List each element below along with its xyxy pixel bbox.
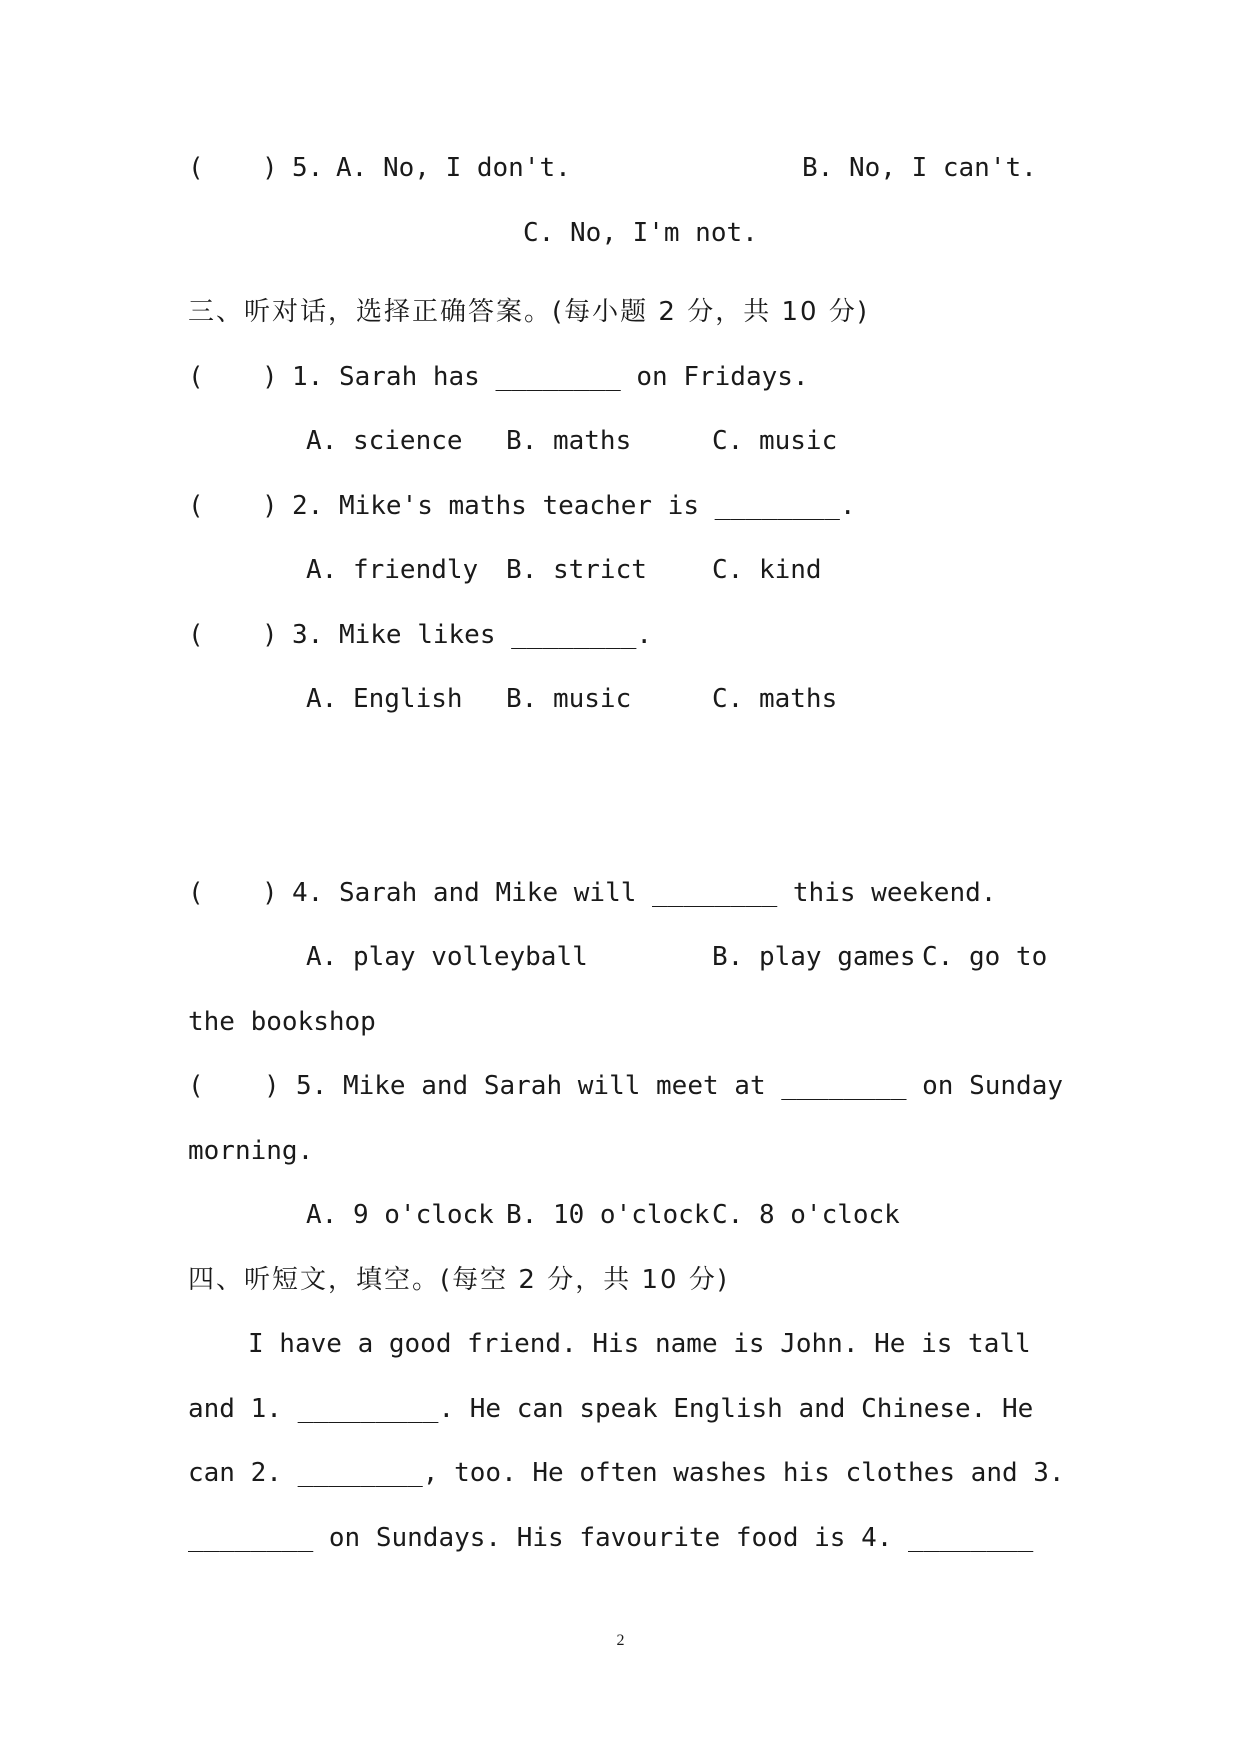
sec3-q2-option-a: A. friendly [306,555,479,585]
sec3-q2-paren: ( [188,491,204,521]
sec3-q1-paren: ( [188,362,204,392]
sec3-q2-option-b: B. strict [506,555,647,585]
sec3-q1-option-c: C. music [712,426,838,456]
sec3-q4-option-b: B. play games [712,942,916,972]
sec2-q5-num: 5. [292,153,324,183]
sec3-q5-stem-continued: morning. [188,1136,314,1166]
passage-line-2: and 1. _________. He can speak English and Chinese. He [188,1394,1034,1424]
sec2-q5-option-c: C. No, I'm not. [523,218,758,248]
sec3-q3-close: ) [262,620,278,650]
sec3-q2-stem: 2. Mike's maths teacher is ________. [292,491,856,521]
sec2-q5-paren: ( [188,153,204,183]
sec3-q3-option-c: C. maths [712,684,838,714]
sec3-q4-option-a: A. play volleyball [306,942,588,972]
sec3-q4-stem: 4. Sarah and Mike will ________ this weekend. [292,878,997,908]
sec3-q5-close: ) [264,1071,280,1101]
passage-line-3: can 2. ________, too. He often washes his clothes and 3. [188,1458,1065,1488]
sec3-q1-option-a: A. science [306,426,463,456]
sec3-q4-option-c: C. go to [922,942,1048,972]
sec3-q5-option-b: B. 10 o'clock [506,1200,710,1230]
passage-line-1: I have a good friend. His name is John. He is tall [248,1329,1031,1359]
sec3-q2-close: ) [262,491,278,521]
sec3-q3-option-b: B. music [506,684,632,714]
section-3-title: 三、听对话，选择正确答案。(每小题 2 分，共 10 分) [188,297,869,327]
sec2-q5-close: ) [262,153,278,183]
sec3-q1-stem: 1. Sarah has ________ on Fridays. [292,362,809,392]
sec2-q5-option-a: A. No, I don't. [336,153,571,183]
sec3-q3-option-a: A. English [306,684,463,714]
sec3-q4-paren: ( [188,878,204,908]
sec3-q4-close: ) [262,878,278,908]
sec3-q4-option-c-continued: the bookshop [188,1007,376,1037]
sec3-q5-option-c: C. 8 o'clock [712,1200,900,1230]
sec3-q2-option-c: C. kind [712,555,822,585]
sec3-q3-paren: ( [188,620,204,650]
sec3-q1-close: ) [262,362,278,392]
sec3-q1-option-b: B. maths [506,426,632,456]
page-number: 2 [616,1632,625,1649]
sec3-q5-option-a: A. 9 o'clock [306,1200,494,1230]
sec3-q3-stem: 3. Mike likes ________. [292,620,653,650]
sec3-q5-stem: 5. Mike and Sarah will meet at ________ on Sunday [296,1071,1064,1101]
sec2-q5-option-b: B. No, I can't. [802,153,1037,183]
section-4-title: 四、听短文，填空。(每空 2 分，共 10 分) [188,1265,729,1295]
sec3-q5-paren: ( [188,1071,204,1101]
passage-line-4: ________ on Sundays. His favourite food is 4. ________ [188,1523,1034,1553]
